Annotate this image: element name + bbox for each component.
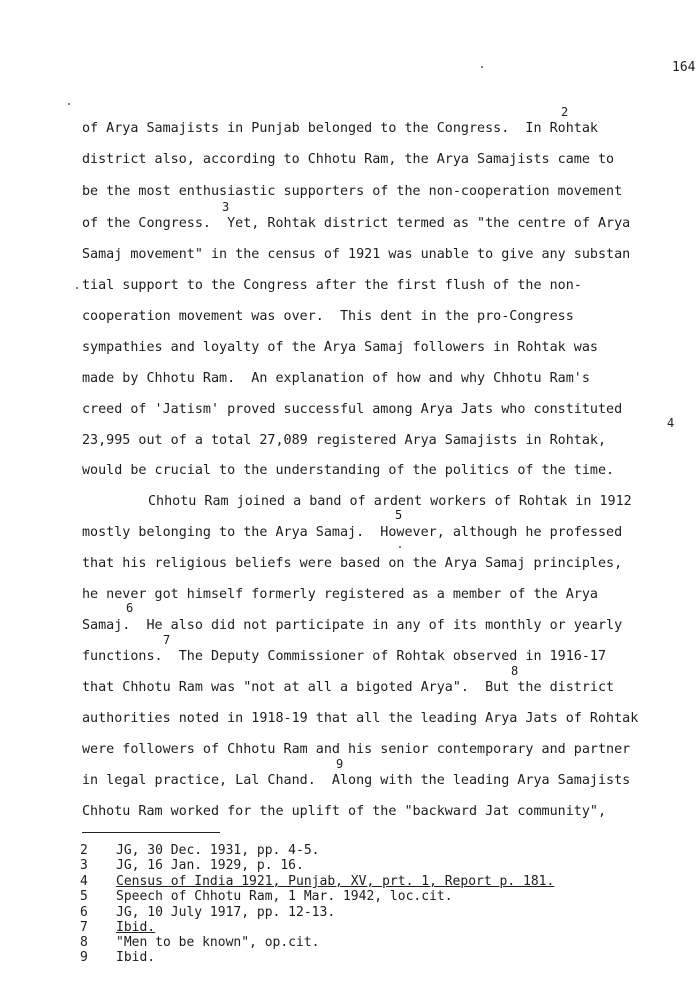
body-line: mostly belonging to the Arya Samaj. However, although he professed — [82, 525, 623, 540]
footnote-number: 5 — [80, 889, 88, 904]
footnote-text: "Men to be known", op.cit. — [116, 935, 320, 950]
body-line: of Arya Samajists in Punjab belonged to the Congress. In Rohtak — [82, 121, 598, 136]
body-line: would be crucial to the understanding of the politics of the time. — [82, 463, 615, 478]
body-line: he never got himself formerly registered as a member of the Arya — [82, 587, 598, 602]
body-line: functions. The Deputy Commissioner of Rohtak observed in 1916-17 — [82, 649, 607, 664]
footnote-marker: 9 — [336, 757, 344, 771]
footnote-marker: 7 — [163, 633, 171, 647]
body-line: that his religious beliefs were based on the Arya Samaj principles, — [82, 556, 623, 571]
body-line: 23,995 out of a total 27,089 registered Arya Samajists in Rohtak, — [82, 433, 607, 448]
footnote-marker: 2 — [561, 105, 569, 119]
footnote-marker: 6 — [126, 601, 134, 615]
footnote-text: JG, 16 Jan. 1929, p. 16. — [116, 858, 304, 873]
footnote-text: JG, 30 Dec. 1931, pp. 4-5. — [116, 843, 320, 858]
body-line: Chhotu Ram joined a band of ardent workers of Rohtak in 1912 — [148, 494, 632, 509]
footnote-marker: 4 — [667, 416, 675, 430]
page-number: 164 — [672, 60, 696, 75]
footnote-text: Ibid. — [116, 950, 156, 965]
body-line: district also, according to Chhotu Ram, the Arya Samajists came to — [82, 152, 615, 167]
body-line: Samaj movement" in the census of 1921 was unable to give any substan — [82, 247, 631, 262]
body-line: made by Chhotu Ram. An explanation of how and why Chhotu Ram's — [82, 371, 590, 386]
scan-speck — [68, 103, 70, 105]
footnote-text: JG, 10 July 1917, pp. 12-13. — [116, 905, 336, 920]
footnote — [80, 950, 156, 992]
footnote-text: Census of India 1921, Punjab, XV, prt. 1, Report p. 181. — [116, 874, 555, 889]
scan-speck — [76, 287, 78, 289]
body-line: sympathies and loyalty of the Arya Samaj followers in Rohtak was — [82, 340, 598, 355]
body-line: cooperation movement was over. This dent in the pro-Congress — [82, 309, 574, 324]
body-line: tial support to the Congress after the first flush of the non- — [82, 278, 582, 293]
footnote-number: 8 — [80, 935, 88, 950]
footnote-marker: 5 — [395, 508, 403, 522]
footnote-number: 7 — [80, 920, 88, 935]
body-line: authorities noted in 1918-19 that all the leading Arya Jats of Rohtak — [82, 711, 639, 726]
footnote-number: 6 — [80, 905, 88, 920]
body-line: were followers of Chhotu Ram and his senior contemporary and partner — [82, 742, 631, 757]
body-line: in legal practice, Lal Chand. Along with the leading Arya Samajists — [82, 773, 631, 788]
body-line: that Chhotu Ram was "not at all a bigoted Arya". But the district — [82, 680, 615, 695]
body-line: of the Congress. Yet, Rohtak district termed as "the centre of Arya — [82, 216, 631, 231]
scan-speck — [399, 546, 401, 548]
footnote-text: Ibid. — [116, 920, 156, 935]
footnote-marker: 3 — [222, 200, 230, 214]
body-line: be the most enthusiastic supporters of the non-cooperation movement — [82, 184, 623, 199]
body-line: Chhotu Ram worked for the uplift of the "backward Jat community", — [82, 804, 607, 819]
body-line: creed of 'Jatism' proved successful among Arya Jats who constituted — [82, 402, 623, 417]
footnote-separator — [82, 832, 220, 833]
footnote-number: 3 — [80, 858, 88, 873]
footnote-number: 9 — [80, 950, 88, 965]
scan-speck — [481, 66, 483, 68]
body-line: Samaj. He also did not participate in any of its monthly or yearly — [82, 618, 623, 633]
footnote-text: Speech of Chhotu Ram, 1 Mar. 1942, loc.cit. — [116, 889, 453, 904]
footnote-number: 4 — [80, 874, 88, 889]
footnote-number: 2 — [80, 843, 88, 858]
footnote-marker: 8 — [511, 664, 519, 678]
